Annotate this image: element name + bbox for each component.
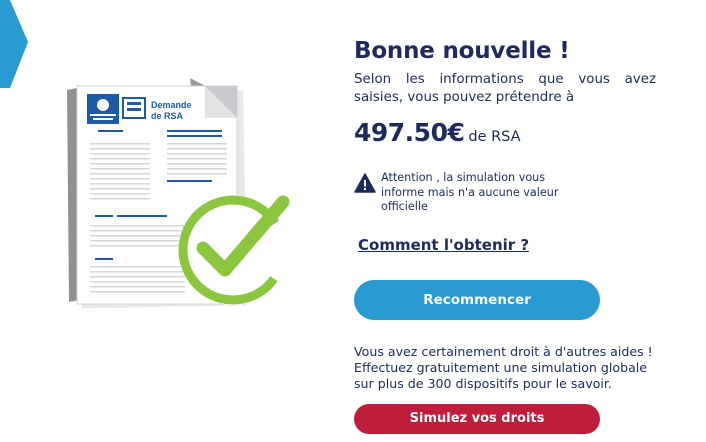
simulate-rights-button[interactable]: Simulez vos droits <box>354 404 600 434</box>
warning-text: Attention , la simulation vous informe mais n'a aucune valeur officielle <box>381 171 559 213</box>
warning-triangle-icon <box>354 173 376 193</box>
document-title-line1: Demande <box>151 100 192 110</box>
rsa-amount-suffix: de RSA <box>468 129 521 145</box>
restart-button[interactable]: Recommencer <box>354 280 600 320</box>
amount-row <box>354 118 656 147</box>
document-illustration <box>55 70 305 320</box>
document-with-checkmark-icon <box>55 70 305 320</box>
result-description: Selon les informations que vous avez saisies, vous pouvez prétendre à <box>354 72 656 105</box>
corner-arrow-icon <box>0 0 30 95</box>
result-headline: Bonne nouvelle ! <box>354 38 570 64</box>
result-panel <box>354 36 656 426</box>
rsa-amount: 497.50€ <box>354 118 465 147</box>
warning-notice <box>354 171 656 215</box>
other-aids-text: Vous avez certainement droit à d'autres aides ! Effectuez gratuitement une simulation globale sur plus de 300 dispositifs pour le savoir. <box>354 344 653 391</box>
how-to-obtain-link[interactable]: Comment l'obtenir ? <box>358 235 530 254</box>
document-title-line2: de RSA <box>151 111 184 121</box>
